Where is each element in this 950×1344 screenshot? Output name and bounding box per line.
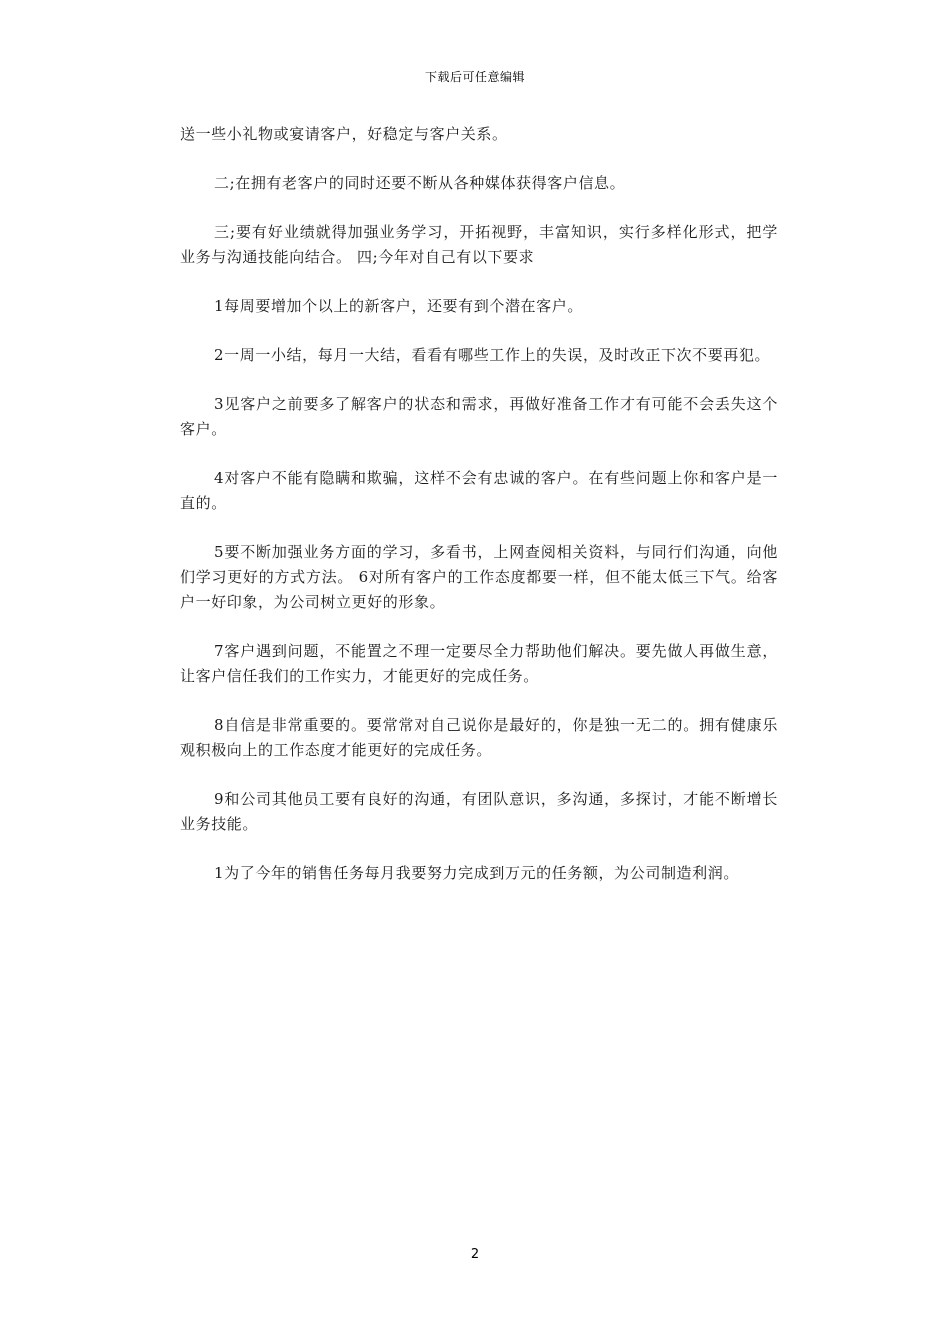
paragraph-11: 9和公司其他员工要有良好的沟通，有团队意识，多沟通，多探讨，才能不断增长业务技能。: [180, 790, 778, 833]
page-number: 2: [470, 1247, 480, 1262]
paragraph-10: 8自信是非常重要的。要常常对自己说你是最好的，你是独一无二的。拥有健康乐观积极向上的工作态度才能更好的完成任务。: [180, 716, 778, 759]
paragraph-3: 三;要有好业绩就得加强业务学习，开拓视野，丰富知识，实行多样化形式，把学业务与沟通技能向结合。 四;今年对自己有以下要求: [180, 223, 778, 266]
paragraph-8: 5要不断加强业务方面的学习，多看书，上网查阅相关资料，与同行们沟通，向他们学习更好的方式方法。 6对所有客户的工作态度都要一样，但不能太低三下气。给客户一好印象，为公司树立更好的形象。: [180, 543, 778, 611]
paragraph-1: 送一些小礼物或宴请客户，好稳定与客户关系。: [180, 125, 508, 143]
page-header: 下载后可任意编辑: [424, 70, 525, 84]
paragraph-6: 3见客户之前要多了解客户的状态和需求，再做好准备工作才有可能不会丢失这个客户。: [180, 395, 778, 438]
paragraph-5: 2一周一小结，每月一大结，看看有哪些工作上的失误，及时改正下次不要再犯。: [214, 346, 771, 364]
paragraph-4: 1每周要增加个以上的新客户，还要有到个潜在客户。: [214, 297, 583, 315]
paragraph-2: 二;在拥有老客户的同时还要不断从各种媒体获得客户信息。: [214, 174, 626, 192]
paragraph-7: 4对客户不能有隐瞒和欺骗，这样不会有忠诚的客户。在有些问题上你和客户是一直的。: [180, 469, 778, 512]
paragraph-12: 1为了今年的销售任务每月我要努力完成到万元的任务额，为公司制造利润。: [214, 864, 739, 882]
document-body: [180, 122, 778, 910]
paragraph-9: 7客户遇到问题，不能置之不理一定要尽全力帮助他们解决。要先做人再做生意，让客户信任我们的工作实力，才能更好的完成任务。: [180, 642, 778, 685]
